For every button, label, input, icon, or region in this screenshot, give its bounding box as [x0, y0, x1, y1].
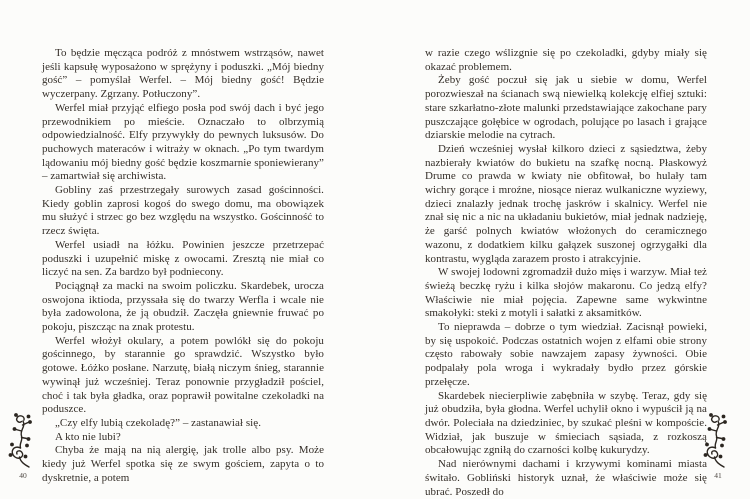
paragraph: To nieprawda – dobrze o tym wiedział. Zacisnął powieki, by się uspokoić. Podczas ostatnich wojen z elfami obie strony często rabowały sobie nawzajem zapasy żywności. Obie podpalały pola wroga i wykradały bydło przez górskie przełęcze. [425, 321, 707, 388]
vine-flourish-icon [702, 411, 734, 469]
paragraph: Żeby gość poczuł się jak u siebie w domu, Werfel porozwieszał na ścianach swą niewielką kolekcję elfiej sztuki: stare szkarłatno-złote malunki przedstawiające zakochane pary puszczające gołębice w ogrodach, polujące po lasach i grające dziarskie melodie na cytrach. [425, 74, 707, 142]
paragraph: W swojej lodowni zgromadził dużo mięs i warzyw. Miał też świeżą beczkę ryżu i kilka słojów makaronu. Co jedzą elfy? Właściwie nie miał pojęcia. Zapewne same wykwintne smakołyki: steki z motyli i sałatki z aksamitków. [425, 266, 707, 320]
right-page-text [425, 47, 707, 499]
paragraph: Werfel włożył okulary, a potem powlókł się do pokoju gościnnego, by starannie go sprawdzić. Wszystko było gotowe. Łóżko posłane. Narzutę, białą niczym śnieg, starannie wywinął już wcześniej. Teraz ponownie przygładził pościel, choć i tak była gładka, oraz poprawił powitalne czekoladki na poduszce. [42, 334, 324, 416]
paragraph: Dzień wcześniej wysłał kilkoro dzieci z sąsiedztwa, żeby nazbierały kwiatów do bukietu na szafkę nocną. Płaskowyż Drume co prawda w kwiaty nie obfitował, bo hulały tam wichry gorące i mroźne, niosące nieraz wulkaniczne wyziewy, dzieci znalazły jednak trochę jaskrów i skalnicy. Werfel nie znał się nic a nic na układaniu bukietów, miał jednak nadzieję, że garść polnych kwiatów włożonych do ceramicznego wazonu, z dodatkiem kilku gałązek suszonej ogrzygałki dla kontrastu, wygląda zarazem prosto i atrakcyjnie. [425, 142, 707, 265]
page-number-left: 40 [19, 471, 27, 480]
vine-flourish-icon [7, 411, 39, 469]
paragraph: „Czy elfy lubią czekoladę?” – zastanawiał się. [55, 416, 262, 429]
paragraph: w razie czego wślizgnie się po czekoladki, gdyby miały się okazać problemem. [425, 47, 707, 73]
paragraph: Gobliny zaś przestrzegały surowych zasad gościnności. Kiedy goblin zaprosi kogoś do swego domu, ma obowiązek mu służyć i strzec go bez względu na wszystko. Gościnność to rzecz święta. [42, 184, 324, 238]
page-number-right: 41 [714, 471, 722, 480]
left-page-text [42, 47, 324, 486]
paragraph: A kto nie lubi? [55, 430, 121, 443]
paragraph: To będzie męcząca podróż z mnóstwem wstrząsów, nawet jeśli kapsułę wyposażono w sprężyny i poduszki. „Mój biedny gość” – pomyślał Werfel. – Mój biedny gość! Będzie wyczerpany. Zgrzany. Potłuczony”. [42, 47, 324, 101]
paragraph: Pociągnął za macki na swoim policzku. Skardebek, urocza oswojona iktioda, przyssała się do twarzy Werfla i wcale nie była zadowolona, że ją obudził. Zaczęła gniewnie fruwać po pokoju, piszcząc na znak protestu. [42, 279, 324, 334]
paragraph: Werfel miał przyjąć elfiego posła pod swój dach i być jego przewodnikiem po mieście. Oznaczało to olbrzymią odpowiedzialność. Elfy przywykły do pewnych luksusów. Do puchowych materaców i witraży w oknach. „Po tym twardym lądowaniu mój biedny gość będzie koszmarnie sponiewierany” – zamartwiał się archiwista. [42, 101, 324, 183]
paragraph: Nad nierównymi dachami i krzywymi kominami miasta świtało. Gobliński historyk uznał, że właściwie może się ubrać. Poszedł do [425, 458, 707, 498]
vine-ornament-left [7, 411, 39, 469]
paragraph: Skardebek niecierpliwie zabębniła w szybę. Teraz, gdy się już obudziła, była głodna. Werfel uchylił okno i wypuścił ją na dwór. Poleciała na dziedziniec, by szukać pleśni w kompoście. Widział, jak buszuje w śmieciach sąsiada, z rozkoszą obcałowując zgniłą do czarności kolbę kukurydzy. [425, 389, 707, 457]
paragraph: Werfel usiadł na łóżku. Powinien jeszcze przetrzepać poduszki i uzupełnić miskę z owocami. Zresztą nie miał co liczyć na sen. Za bardzo był podniecony. [42, 238, 324, 279]
paragraph: Chyba że mają na nią alergię, jak trolle albo psy. Może kiedy już Werfel spotka się ze swym gościem, zapyta o to dyskretnie, a potem [42, 444, 324, 484]
vine-ornament-right [702, 411, 734, 469]
